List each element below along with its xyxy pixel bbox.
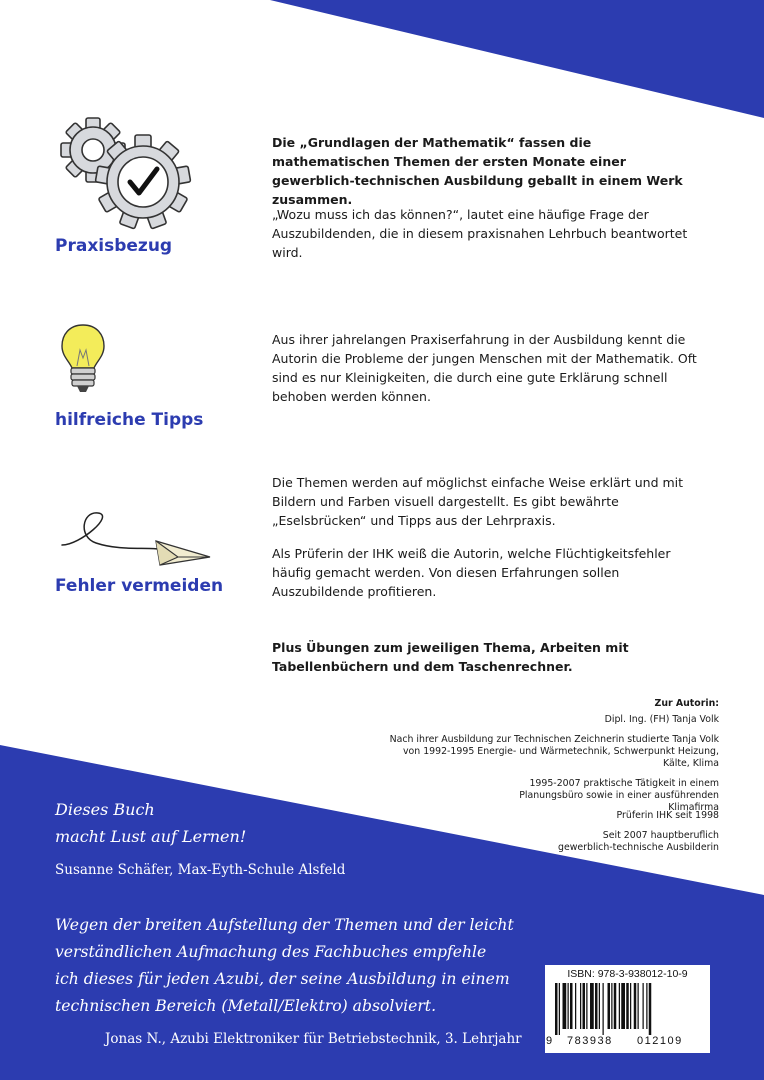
quote2-line4: technischen Bereich (Metall/Elektro) absolviert. xyxy=(55,997,437,1015)
gears-check-icon xyxy=(55,112,195,234)
barcode-digit-first: 9 xyxy=(546,1035,553,1047)
barcode-bar xyxy=(634,983,637,1029)
plus-exercises-text: Plus Übungen zum jeweiligen Thema, Arbeiten mit Tabellenbüchern und dem Taschenrechner. xyxy=(272,640,629,674)
barcode-bar xyxy=(649,983,652,1035)
barcode-bar xyxy=(590,983,594,1029)
barcode-bar xyxy=(563,983,567,1029)
author-name: Dipl. Ing. (FH) Tanja Volk xyxy=(604,714,719,725)
top-right-blue-band xyxy=(270,0,764,118)
barcode-bars xyxy=(555,983,705,1035)
barcode-bar xyxy=(638,983,639,1029)
section-label-tipps: hilfreiche Tipps xyxy=(55,410,204,430)
barcode-bar xyxy=(580,983,581,1029)
author-heading: Zur Autorin: xyxy=(654,698,719,709)
section1-paragraph-2: „Wozu muss ich das können?“, lautet eine häufige Frage der Auszubildenden, die in diesem praxisnahen Lehrbuch beantwortet wird. xyxy=(272,207,688,260)
lightbulb-icon xyxy=(58,322,108,394)
quote2-line3: ich dieses für jeden Azubi, der seine Ausbildung in einem xyxy=(55,970,510,988)
barcode-bar xyxy=(603,983,604,1035)
section2-paragraph-1: Aus ihrer jahrelangen Praxiserfahrung in der Ausbildung kennt die Autorin die Probleme der jungen Menschen mit der Mathematik. Oft sind es nur Kleinigkeiten, die durch eine gute Erklärung schnell behoben werden können. xyxy=(272,332,697,404)
barcode-bar xyxy=(568,983,569,1029)
author-bio-2: 1995-2007 praktische Tätigkeit in einem Planungsbüro sowie in einer ausführenden Klimafirma xyxy=(519,778,719,813)
barcode-digits-left: 783938 xyxy=(567,1035,613,1047)
barcode-bar xyxy=(599,983,600,1029)
section3-paragraph-2: Als Prüferin der IHK weiß die Autorin, welche Flüchtigkeitsfehler häufig gemacht werden. Von diesen Erfahrungen sollen Auszubildende profitieren. xyxy=(272,546,671,599)
barcode-digits-right: 012109 xyxy=(637,1035,683,1047)
barcode-bar xyxy=(626,983,629,1029)
author-bio-1: Nach ihrer Ausbildung zur Technischen Zeichnerin studierte Tanja Volk von 1992-1995 Energie- und Wärmetechnik, Schwerpunkt Heizung, Kälte, Klima xyxy=(389,734,719,769)
barcode-bar xyxy=(643,983,644,1029)
barcode-bar xyxy=(555,983,558,1035)
barcode-bar xyxy=(586,983,587,1029)
quote1-attribution: Susanne Schäfer, Max-Eyth-Schule Alsfeld xyxy=(55,862,346,878)
author-bio-4: Seit 2007 hauptberuflich gewerblich-technische Ausbilderin xyxy=(558,830,719,853)
quote1-line2: macht Lust auf Lernen! xyxy=(55,827,247,846)
barcode-bar xyxy=(646,983,647,1029)
barcode-bar xyxy=(595,983,598,1029)
barcode-bar xyxy=(570,983,573,1029)
quote2-line2: verständlichen Aufmachung des Fachbuches empfehle xyxy=(55,943,487,961)
section1-paragraph-1: Die „Grundlagen der Mathematik“ fassen die mathematischen Themen der ersten Monate einer gewerblich-technischen Ausbildung geballt in einem Werk zusammen. xyxy=(272,135,683,207)
barcode-bar xyxy=(614,983,617,1029)
barcode-bar xyxy=(630,983,631,1029)
barcode-bar xyxy=(611,983,612,1029)
section-label-fehler: Fehler vermeiden xyxy=(55,576,224,596)
barcode-bar xyxy=(619,983,620,1029)
barcode-bar xyxy=(621,983,625,1029)
quote2-line1: Wegen der breiten Aufstellung der Themen und der leicht xyxy=(55,916,514,934)
section3-paragraph-1: Die Themen werden auf möglichst einfache Weise erklärt und mit Bildern und Farben visuell dargestellt. Es gibt bewährte „Eselsbrücken“ und Tipps aus der Lehrpraxis. xyxy=(272,475,684,528)
paper-plane-icon xyxy=(60,505,220,575)
barcode-bar xyxy=(575,983,576,1029)
author-bio-3: Prüferin IHK seit 1998 xyxy=(616,810,719,821)
barcode-bar xyxy=(559,983,560,1035)
barcode-bar xyxy=(608,983,611,1029)
quote2-attribution: Jonas N., Azubi Elektroniker für Betriebstechnik, 3. Lehrjahr xyxy=(105,1031,522,1047)
isbn-barcode xyxy=(545,965,710,1053)
isbn-label: ISBN: 978-3-938012-10-9 xyxy=(567,968,688,980)
quote1-line1: Dieses Buch xyxy=(55,800,155,819)
barcode-bar xyxy=(583,983,586,1029)
section-label-praxisbezug: Praxisbezug xyxy=(55,236,173,256)
